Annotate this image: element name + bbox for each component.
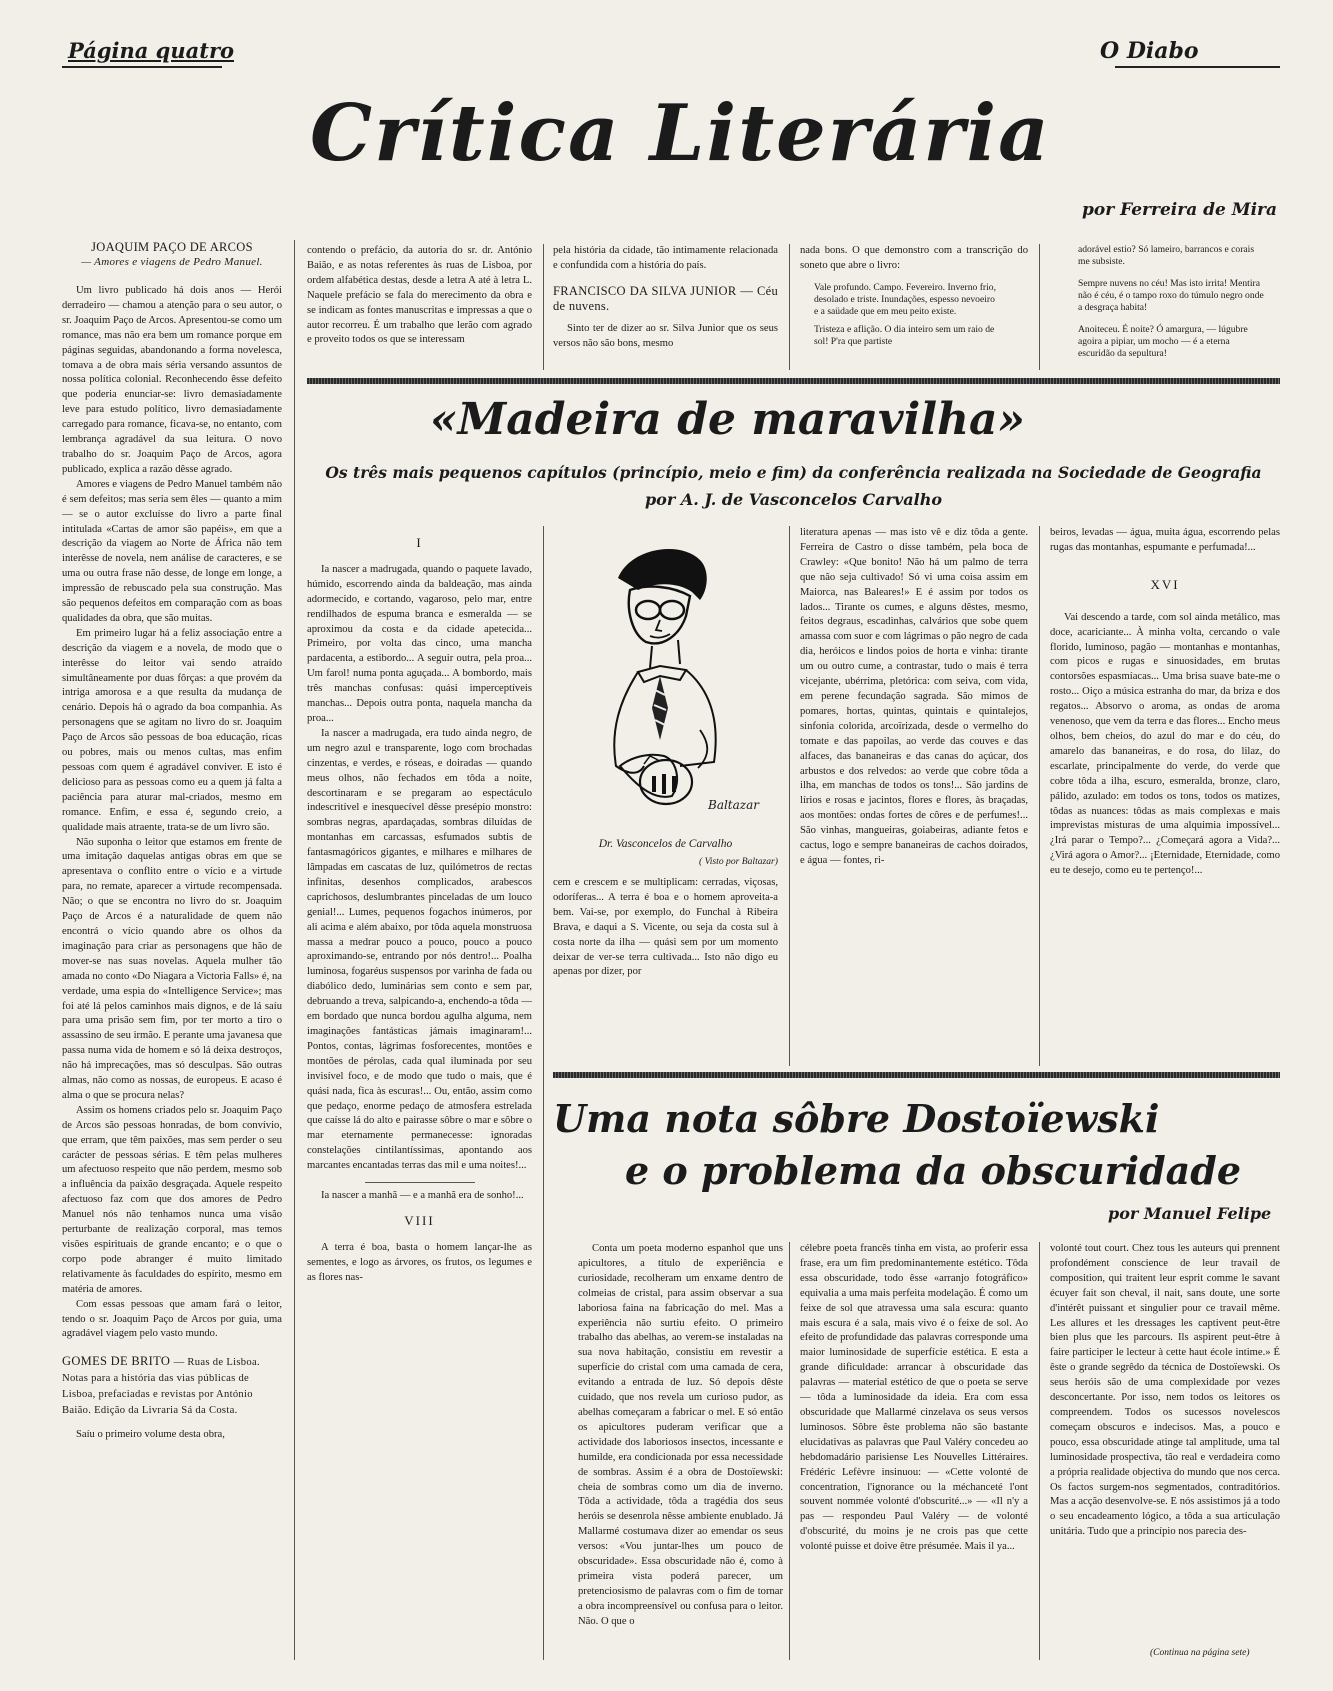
caricature-credit: ( Visto por Baltazar) [699, 856, 778, 867]
top-column-2-text: contendo o prefácio, da autoria do sr. dr. António Baião, e as notas referentes às ruas de Lisboa, por ordem alfabética destas, desde a letra A até à letra L. Naquele prefácio se fala do merecimento da obra e se indicam as fontes manuscritas e impressas a que o autor recorreu. É um trabalho que lerão com agrado e proveito todos os que se interessam [307, 245, 532, 346]
review-paragraph: Um livro publicado há dois anos — Herói derradeiro — chamou a atenção para o seu autor, o sr. Joaquim Paço de Arcos. Apresentou-se como um romance, mas não era bem um romance porque em páginas seguidas, abandonando a forma novelesca, tomava a de obra mais séria versando assuntos de nossa política colonial. Reconhecendo êsse defeito que poderia enunciar-se: livro demasiadamente leve para estudo político, livro demasiadamente carregado para romance, ficava-se, no entanto, com lembrança agradável da sua leitura. O novo trabalho do sr. Joaquim Paço de Arcos, agora publicado, explica a razão dêsse agrado. [62, 285, 282, 475]
masthead-byline: por Ferreira de Mira [1082, 200, 1278, 220]
poem-stanza: Sempre nuvens no céu! Mas isto irrita! Mentira não é céu, é o tampo roxo do túmulo negro onde a desgraça habita! [1078, 278, 1264, 313]
dostoiewski-paragraph: célebre poeta francês tinha em vista, ao proferir essa frase, era um fim predominantemente estético. Tôda essa obscuridade, todo êsse «arranjo fotográfico» equivalia a uma mais perfeita modelação. É como um feixe de sol que atravessa uma sala escura: quanto mais escura é a sala, mais vivo é o feixe de sol. Ao efeito de profundidade das palavras corresponde uma maior luminosidade de superfície estética. E esta a grande dificuldade: arrancar à obscuridade das palavras — material estético de que o poeta se serve — tôda a luminosidade da ideia. Era com essa obscuridade que Mallarmé cinzelava os seus versos luminosos. Sôbre êste problema não são bastante elucidativas as palavras que Paul Valéry concedeu ao hebdomadário parisiense Les Nouvelles Littéraires. Frédéric Lefèvre insinuou: — «Cette volonté de concentration, l'ignorance ou la méchanceté l'ont souvent nommée volonté d'obscurité...» — «Il n'y a pas — respondeu Paul Valéry — de volonté d'obscurité, du moins je ne crois pas que cette volonté puisse et doive être présumée. Mais il ya... [800, 1243, 1028, 1553]
madeira-column-3 [800, 526, 1028, 1066]
madeira-paragraph: beiros, levadas — água, muita água, escorrendo pelas rugas das montanhas, espumante e perfumada!... [1050, 527, 1280, 553]
madeira-paragraph: Ia nascer a madrugada, quando o paquete lavado, húmido, escorrendo ainda da baldeação, mas ainda adormecido, e cortando, vagaroso, pelo mar, entre rendilhados de espuma branca e esmeralda — se aproximou da costa e da cidade apetecida... Primeiro, por volta das cinco, uma mancha pardacenta, a estibordo... A seguir outra, pela proa... Um farol! numa ponta aguçada... A bombordo, mais três manchas confusas: quási imperceptíveis manchas... Depois outra ponta, naquela mancha da proa... [307, 563, 532, 724]
madeira-subtitle: Os três mais pequenos capítulos (princípio, meio e fim) da conferência realizada na Sociedade de Geografia [325, 463, 1262, 482]
review-closing: Saíu o primeiro volume desta obra, [76, 1429, 225, 1441]
column-divider [543, 244, 544, 370]
madeira-paragraph: cem e crescem e se multiplicam: cerradas, viçosas, odoríferas... A terra é boa e o homem aproveita-a bem. Vai-se, por exemplo, do Funchal à Ribeira Brava, e daqui a S. Vicente, ou seja da costa sul à costa norte da ilha — quási sem por um momento deixar de ver-se terra cultivada... Isto não digo eu apenas por dizer, por [553, 877, 778, 978]
poem-stanza: Tristeza e aflição. O dia inteiro sem um raio de sol! P'ra que partiste [814, 323, 995, 347]
section-number: XVI [1150, 576, 1180, 592]
header-rule-right [1115, 66, 1280, 68]
madeira-column-1 [307, 526, 532, 1660]
top-column-3-heading: FRANCISCO DA SILVA JUNIOR — Céu de nuvens. [553, 283, 778, 313]
dostoiewski-column-1 [578, 1242, 783, 1660]
dostoiewski-paragraph: volonté tout court. Chez tous les auteurs qui prennent profondément conscience de leur travail de composition, qui traitent leur esprit comme le savant écuyer fait son cheval, il nait, sans doute, une sorte d'intérêt puissant et singulier pour ce travail même. Les allures et les dressages les captivent peut-être bien plus que les parcours. Ils aspirent peut-être à faire participer le lecteur à cette haut école intime.» É êste o grande segrêdo da técnica de Dostoïewski. Os seus heróis são de uma complexidade por vezes desconcertante. Por isso, nem todos os leitores os compreendem. Todos os sucessos novelescos começam obscuros e indecisos. Mas, a pouco e pouco, essa obscuridade atinge tal amplitude, uma tal luminosidade prospectiva, tão real e verdadeira como a própria realidade objectiva do mundo que nos cerca. Os factos surgem-nos segmentados, contraditórios. Mas a acção desenvolve-se. E nós assistimos já a todo o seu encadeamento lógico, a tôda a sua articulação unitária. Tudo que a princípio nos parecia des- [1050, 1243, 1280, 1538]
paper-name: O Diabo [1100, 38, 1199, 64]
review-paragraph: Em primeiro lugar há a feliz associação entre a descrição da viagem e a novela, de modo que o interêsse do leitor vai sendo atraído simultâneamente por duas fôrças: a que provém da intriga amorosa e a que resulta da mudança de cenário. Depois há o agrado da boa companhia. As personagens que se agitam no livro do sr. Joaquim Paço de Arcos são pessoas de boa educação, ricas ou pobres, mais ou menos cultas, mas enfim pessoas com quem é agradável conviver. E isto é delicioso para as pessoas como eu a quem já falta a paciência para aturar mal-criados, mesmo em romance. Enfim, e essa é, segundo creio, a qualidade mais atraente, trata-se de um livro são. [62, 627, 282, 833]
dostoiewski-paragraph: Conta um poeta moderno espanhol que uns apicultores, a título de experiência e curiosidade, recolheram um enxame dentro de colmeias de cristal, para assim observar a sua laboriosa faina na fabricação do mel. Mas a experiência não surtiu efeito. O primeiro trabalho das abelhas, ao verem-se instaladas na sua nova habitação, consistiu em revestir a superfície do cristal com uma camada de cera, evitando a entrada de luz. Só depois dêste cuidado, que nos revela um curioso pudor, as abelhas começaram a fabricar o mel. E só então os apicultores puderam verificar que a actividade dos laboriosos insectos, incessante e humilde, era condicionada por essa necessidade de sombras. Assim é a obra de Dostoïewski: cheia de sombras como um dia de inverno. Tôda a actividade, tôda a tragédia dos seus heróis se desenrola nêsse ambiente enublado. Já Mallarmé costumava dizer ao emendar os seus versos: «Vou juntar-lhes um pouco de obscuridade». Essa obscuridade não é, como à primeira vista poderá parecer, um pretenciosismo de palavras com o fim de tornar a obra incompreensível ou confusa para o leitor. Não. O que o [578, 1243, 783, 1627]
section-title: Crítica Literária [310, 88, 1051, 179]
poem-stanza: Vale profundo. Campo. Fevereiro. Inverno frio, desolado e triste. Inundações, espesso nevoeiro e a saüdade que em meu peito existe. [814, 281, 996, 317]
column-divider [1039, 1242, 1040, 1660]
review-heading-2 [62, 1354, 282, 1418]
madeira-column-2 [553, 876, 778, 1066]
column-divider [294, 240, 295, 1660]
column-divider [1039, 244, 1040, 370]
madeira-title: «Madeira de maravilha» [430, 394, 1026, 445]
top-column-5 [1050, 244, 1280, 370]
poem-stanza: Anoiteceu. É noite? Ó amargura, — lúgubre agoira a pipiar, um mocho — é a eterna escuridão da sepultura! [1078, 324, 1248, 359]
caricature-illustration [560, 530, 780, 830]
dostoiewski-column-2 [800, 1242, 1028, 1660]
column-divider [1039, 526, 1040, 1066]
column-divider [543, 526, 544, 1660]
review-subheading-2: — Ruas de Lisboa. Notas para a história das vias públicas de Lisboa, prefaciadas e revistas por António Baião. Edição da Livraria Sá da Costa. [62, 1357, 260, 1417]
section-divider [553, 1072, 1280, 1078]
review-column [62, 240, 282, 1660]
column-divider [789, 526, 790, 1066]
column-divider [789, 1242, 790, 1660]
top-column-3-text-b: Sinto ter de dizer ao sr. Silva Junior que os seus versos não são bons, mesmo [553, 322, 778, 349]
dostoiewski-title-line-1: Uma nota sôbre Dostoïewski [553, 1096, 1160, 1141]
review-paragraph: Amores e viagens de Pedro Manuel também não é sem defeitos; mas seria sem êles — quanto a mim — se o autor excluísse do livro a parte final intitulada «Cartas de amor são papéis», em que a descrição da viagem ao Norte de África não tem interêsse de novela, nem análise de caracteres, e se uma ou outra frase não desse, de longe em longe, a impressão de rebuscado pela sua construção. Mas são pequenos defeitos em comparação com as boas qualidades da obra, que são muitas. [62, 478, 282, 624]
review-paragraph: Não suponha o leitor que estamos em frente de uma imitação daquelas antigas obras em que se apresentava o conflito entre o vício e a virtude para, no remate, aparecer a virtude recompensada. Não; o que se encontra no livro do sr. Joaquim Paço de Arcos é a naturalidade de quem não encontrá o vício quando abre os olhos da imaginação para criar as personagens que hão de mover-se nas suas novelas. Aquela mulher tão amada no conto «Do Niagara a Victoria Falls» é, na verdade, uma espia do «Intelligence Service»; mas foi até lá pelos caminhos mais dignos, e de lá saíu para uma prisão sem fim, por ter morto a tiro o assassino de seu irmão. E perante uma javanesa que passa numa vida de homem e só lá deixa destroços, não há imprecações, mas só desculpas. São outras almas, não como as nossas, de europeus. E acaso é alma o que se procura nelas? [62, 836, 282, 1101]
top-column-3-text-a: pela história da cidade, tão intimamente relacionada e confundida com a história do país. [553, 245, 778, 271]
review-paragraph: Com essas pessoas que amam fará o leitor, tendo o sr. Joaquim Paço de Arcos por guia, uma agradável viagem pelo vasto mundo. [62, 1298, 282, 1340]
caricature-drawing [560, 530, 780, 830]
top-column-4-text: nada bons. O que demonstro com a transcrição do soneto que abre o livro: [800, 245, 1028, 271]
dostoiewski-column-3 [1050, 1242, 1280, 1646]
caricature-caption: Dr. Vasconcelos de Carvalho [598, 838, 733, 850]
dostoiewski-title-line-2: e o problema da obscuridade [625, 1148, 1242, 1193]
continued-note: (Continua na página sete) [1150, 1648, 1250, 1658]
review-paragraph: Assim os homens criados pelo sr. Joaquim Paço de Arcos são pessoas honradas, de bom convívio, que erram, que têm paixões, mas sem perder o seu carácter de pessoas sérias. E têm pelas mulheres um afectuoso respeito que não perdem, mesmo sob a influência da paixão desgraçada. Aquele respeito afectuoso faz com que dos amores de Pedro Manuel nós não tenhamos nunca uma visão perturbante de realização corporal, mas temos visões espirituais de grande encanto; e o que o corpo pode abranger é muito limitado relativamente às faculdades do espírito, mesmo em matéria de amores. [62, 1104, 282, 1295]
madeira-paragraph: Ia nascer a manhã — e a manhã era de sonho!... [321, 1190, 524, 1202]
section-divider [307, 378, 1280, 384]
madeira-paragraph: A terra é boa, basta o homem lançar-lhe as sementes, e logo as árvores, os frutos, os legumes e as flores nas- [307, 1241, 532, 1283]
top-column-4 [800, 244, 1028, 370]
review-heading-2-name: GOMES DE BRITO [62, 1354, 171, 1369]
page-label: Página quatro [68, 38, 235, 63]
dostoiewski-byline: por Manuel Felipe [1108, 1204, 1272, 1223]
review-heading-1: JOAQUIM PAÇO DE ARCOS [91, 240, 253, 254]
madeira-paragraph: Vai descendo a tarde, com sol ainda metálico, mas doce, acariciante... À minha volta, cercando o vale florido, luminoso, pagão — montanhas e montanhas, com picos e rugas e sinuosidades, em brutas contorsões espasmíacas... Uma brisa suave bate-me o rosto... Oiço a música estranha do mar, da briza e dos regatos... Absorvo o aroma, as ondas de aroma venenoso, que vem da terra e das flores... Encho meus olhos, bem cheios, do azul do mar e do céu, do amarelo das bananeiras, e do rosa, do lilaz, do escarlate, principalmente do verde, do verde que cobre tôda a ilha, escuro, esmeralda, bronze, claro, pálido, azulado: em todos os tons, todos os matizes, tôdas as nuances: tôdas as mais complexas e mais imprevistas misturas de uma alquimia impossível... ¿Irá parar o Tempo?... ¿Começará agora a Vida?... ¿Virá agora o Amor?... ¡Eternidade, Eternidade, como eu te desejo, como eu te pertenço!... [1050, 611, 1280, 877]
caricature-signature: Baltazar [708, 798, 759, 812]
column-divider [789, 244, 790, 370]
section-number: VIII [404, 1212, 435, 1228]
madeira-paragraph: literatura apenas — mas isto vê e diz tôda a gente. Ferreira de Castro o disse também, pela boca de Crawley: «Que bonito! Não há um palmo de terra que não seja cultivado! Só vi uma coisa assim em Maiorca, nas Baleares!» E é assim por todos os lados... Tirante os cumes, e alguns dêstes, mesmo, feitos degraus, escadinhas, calvários que sobe quem amassa com suor e com lágrimas o pão negro de cada dia, heróicos e lindos poios de horta e vinha: tirante um ou outro cume, a contrastar, tudo o mais é terra vicejante, ubérrima, pletórica: com seiva, com vida, em perene fecundação sagrada. São mimos de pomares, hortas, quintas, quintais e quintalejos, sinfonia colorida, arcoïrizada, desde o vermelho do tomate e das papoilas, ao verde das couves e das alfaces, das bananeiras e das canas do açúcar, dos arbustos e dos relvedos: ao verde que cobre tôda a ilha, em manchas de todos os tons!... São jardins de lírios e rosas e jacintos, flores e flores, às braçadas, aos montões: ondas fortes de côres e de perfumes!... São vinhas, mangueiras, goiabeiras, adiante fetos e cactus, logo e sempre bananeiras de cachos doirados, e água — fontes, ri- [800, 527, 1028, 866]
header-rule-left [62, 66, 222, 68]
review-subheading-1: — Amores e viagens de Pedro Manuel. [81, 256, 263, 268]
poem-stanza: adorável estio? Só lameiro, barrancos e corais me subsiste. [1078, 244, 1255, 267]
madeira-column-4 [1050, 526, 1280, 1066]
section-number: I [416, 535, 423, 550]
madeira-paragraph: Ia nascer a madrugada, era tudo ainda negro, de um negro azul e transparente, logo com brochadas cinzentas, e verdes, e róseas, e doiradas — quando meus olhos, não fechados em tôda a noite, descortinaram e se pregaram ao espectáculo indescritível e inesquecível dêsse presépio monstro: sombras negras, apardaçadas, sombras diluídas de montanhas em carcassas, esfumados subtis de fantasmagóricos gigantes, e milhares e milhares de lâmpadas em cascatas de luz, quilómetros de rectas infinitas, desenhos complicados, arabescos caprichosos, deslumbrantes pinceladas de um louco genial!... Lumes, pequenos fogachos inúmeros, por ali acima e além abaixo, por tôda aquela monstruosa massa a medrar pouco a pouco, pouco a pouco aproximando-se, entrando por nós dentro!... Poalha luminosa, fogaréus suspensos por varinha de fada ou diabólico dedo, luminárias sem conto e sem par, debruando a treva, salpicando-a, enchendo-a tôda — em bordado que nunca bordou agulha alguma, nem imaginações fantásticas jámais imaginaram!... Pontos, contas, lágrimas fosforecentes, montões e montões de pérolas, cada qual iluminada por seu invisível foco, e de modo que tudo o mais, que é quási nada, fica às escuras!... Ou, então, assim como que pedaço, enorme pedaço de atmosfera estrelada que caísse lá do alto e pairasse sôbre o mar e sôbre o mar eternamente permanecesse: ignoradas constelações cintilantíssimas, apontando aos marcantes encantadas terras das mil e uma noites!... [307, 727, 532, 1172]
top-column-3 [553, 244, 778, 370]
madeira-byline: por A. J. de Vasconcelos Carvalho [644, 490, 942, 509]
top-column-2 [307, 244, 532, 370]
